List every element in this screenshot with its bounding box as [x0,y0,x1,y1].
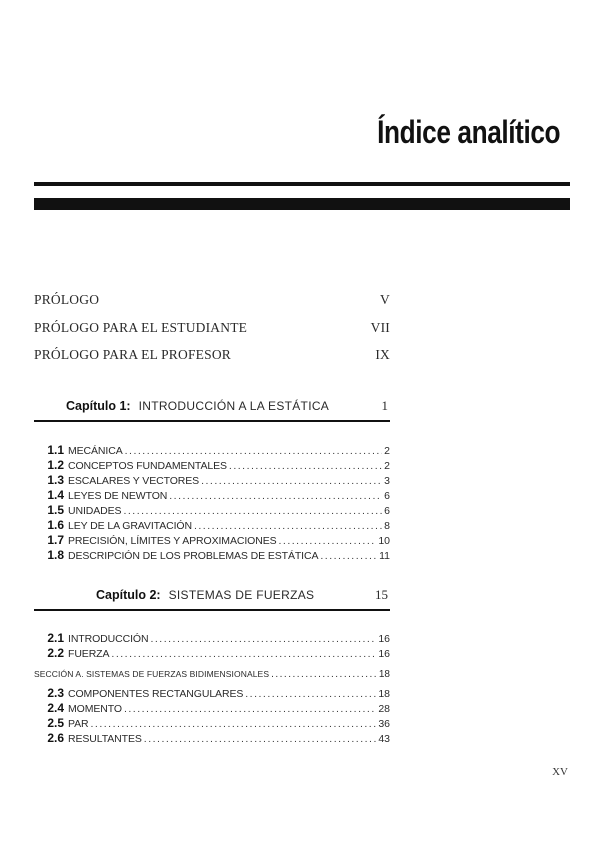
entry-number: 1.2 [47,458,64,472]
dot-leader [125,445,383,457]
entry-number: 2.3 [47,686,64,700]
prologue-label: PRÓLOGO PARA EL PROFESOR [34,347,231,362]
dot-leader [111,648,376,660]
chapter-rule [34,420,390,422]
entry-text: DESCRIPCIÓN DE LOS PROBLEMAS DE ESTÁTICA [68,550,319,562]
section-heading[interactable] [34,669,390,684]
entry-page: 2 [384,460,390,472]
dot-leader [271,669,377,680]
entry-text: ESCALARES Y VECTORES [68,475,200,487]
entry-text: RESULTANTES [68,733,142,745]
toc-entry[interactable] [34,518,390,533]
prologue-label: PRÓLOGO [34,292,100,307]
entry-number: 2.5 [47,716,64,730]
entry-page: 16 [378,633,390,645]
dot-leader [194,520,382,532]
bleed-through-text [340,40,580,110]
toc-entry[interactable] [34,503,390,518]
page-title: Índice analítico [376,114,560,150]
entry-page: 36 [378,718,390,730]
toc-entry[interactable] [34,686,390,701]
prologue-page: V [380,292,390,307]
chapter-label: Capítulo 1: [66,399,131,413]
toc-entry[interactable] [34,631,390,646]
toc-entry[interactable] [34,443,390,458]
entry-text: LEYES DE NEWTON [68,490,168,502]
entry-text: UNIDADES [68,505,122,517]
prologue-label: PRÓLOGO PARA EL ESTUDIANTE [34,320,248,335]
dot-leader [123,505,382,517]
prologue-page: VII [370,320,390,335]
toc-entry[interactable] [34,646,390,661]
entry-text: COMPONENTES RECTANGULARES [68,688,244,700]
title-rule-thin [34,182,570,186]
chapter-title: INTRODUCCIÓN A LA ESTÁTICA [138,399,330,413]
dot-leader [279,535,377,547]
toc-entry[interactable] [34,716,390,731]
dot-leader [150,633,376,645]
entry-number: 1.4 [47,488,64,502]
entry-number: 2.4 [47,701,64,715]
toc-entry[interactable] [34,473,390,488]
title-rule-thick [34,198,570,210]
entry-text: FUERZA [68,648,110,660]
entry-number: 1.7 [47,533,64,547]
section-title: SECCIÓN A. SISTEMAS DE FUERZAS BIDIMENSIONALES [34,669,270,679]
entry-page: 18 [378,688,390,700]
section-page: 18 [378,669,390,680]
entry-page: 10 [378,535,390,547]
entry-number: 1.5 [47,503,64,517]
dot-leader [91,718,377,730]
entry-text: PAR [68,718,89,730]
entry-number: 1.3 [47,473,64,487]
prologue-page: IX [375,347,390,362]
dot-leader [229,460,382,472]
entry-page: 16 [378,648,390,660]
prologue-entry[interactable] [34,347,390,365]
toc-entry[interactable] [34,731,390,746]
dot-leader [201,475,382,487]
chapter-rule [34,609,390,611]
entry-text: PRECISIÓN, LÍMITES Y APROXIMACIONES [68,535,277,547]
entry-page: 8 [384,520,390,532]
chapter-heading[interactable] [66,587,388,605]
chapter-page: 15 [375,587,388,602]
dot-leader [169,490,382,502]
entry-text: LEY DE LA GRAVITACIÓN [68,520,192,532]
entry-page: 6 [384,490,390,502]
dot-leader [124,703,376,715]
entry-number: 2.2 [47,646,64,660]
chapter-title: SISTEMAS DE FUERZAS [168,588,315,602]
entry-page: 3 [384,475,390,487]
toc-entry[interactable] [34,548,390,563]
entry-text: MECÁNICA [68,445,123,457]
entry-page: 2 [384,445,390,457]
entry-number: 2.1 [47,631,64,645]
toc-entry[interactable] [34,701,390,716]
entry-number: 1.8 [47,548,64,562]
entry-text: CONCEPTOS FUNDAMENTALES [68,460,227,472]
dot-leader [144,733,377,745]
entry-number: 1.6 [47,518,64,532]
entry-text: INTRODUCCIÓN [68,633,149,645]
page-folio: XV [552,766,568,778]
toc-entry[interactable] [34,533,390,548]
entry-page: 28 [378,703,390,715]
prologue-entry[interactable] [34,292,390,310]
entry-text: MOMENTO [68,703,122,715]
entry-number: 2.6 [47,731,64,745]
prologue-entry[interactable] [34,320,390,338]
dot-leader [320,550,377,562]
chapter-page: 1 [381,398,388,413]
chapter-label: Capítulo 2: [96,588,161,602]
entry-page: 6 [384,505,390,517]
toc-entry[interactable] [34,458,390,473]
entry-page: 11 [379,550,390,562]
dot-leader [245,688,376,700]
entry-page: 43 [378,733,390,745]
toc-entry[interactable] [34,488,390,503]
chapter-heading[interactable] [66,398,388,416]
entry-number: 1.1 [47,443,64,457]
